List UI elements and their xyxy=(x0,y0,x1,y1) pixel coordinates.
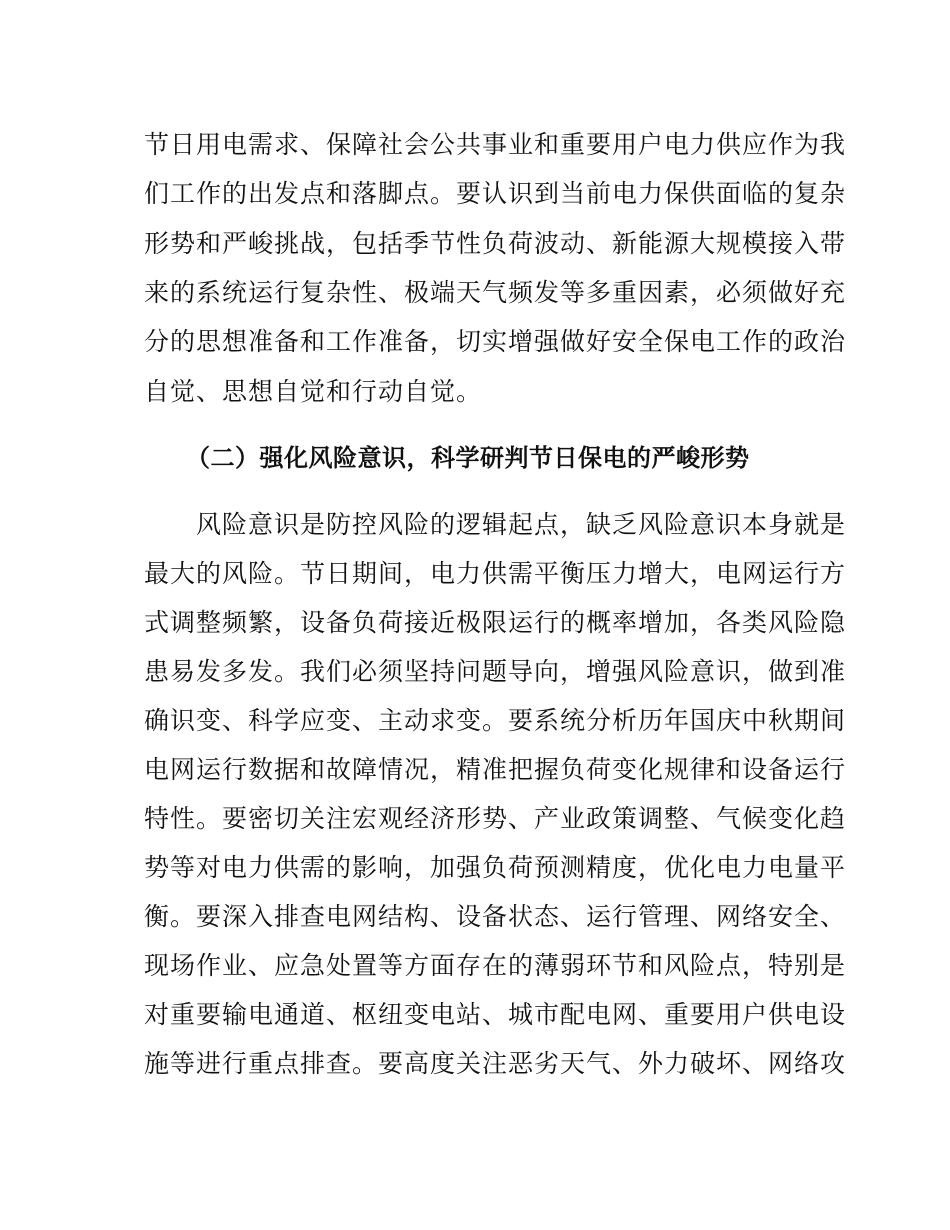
paragraph-2-line-3: 式调整频繁，设备负荷接近极限运行的概率增加，各类风险隐 xyxy=(144,608,847,637)
paragraph-2-line-9: 衡。要深入排查电网结构、设备状态、运行管理、网络安全、 xyxy=(144,902,847,931)
paragraph-2-line-4: 患易发多发。我们必须坚持问题导向，增强风险意识，做到准 xyxy=(144,657,847,686)
paragraph-2-line-11: 对重要输电通道、枢纽变电站、城市配电网、重要用户供电设 xyxy=(144,1000,847,1029)
paragraph-2-line-8: 势等对电力供需的影响，加强负荷预测精度，优化电力电量平 xyxy=(144,853,847,882)
paragraph-2-line-12: 施等进行重点排查。要高度关注恶劣天气、外力破坏、网络攻 xyxy=(144,1049,847,1078)
paragraph-1-line-5: 分的思想准备和工作准备，切实增强做好安全保电工作的政治 xyxy=(144,327,847,356)
paragraph-2-line-2: 最大的风险。节日期间，电力供需平衡压力增大，电网运行方 xyxy=(144,559,847,588)
paragraph-2-line-10: 现场作业、应急处置等方面存在的薄弱环节和风险点，特别是 xyxy=(144,951,847,980)
paragraph-2-line-6: 电网运行数据和故障情况，精准把握负荷变化规律和设备运行 xyxy=(144,755,847,784)
paragraph-1-line-2: 们工作的出发点和落脚点。要认识到当前电力保供面临的复杂 xyxy=(144,179,847,208)
paragraph-2-line-1: 风险意识是防控风险的逻辑起点，缺乏风险意识本身就是 xyxy=(144,510,847,539)
paragraph-1-line-1: 节日用电需求、保障社会公共事业和重要用户电力供应作为我 xyxy=(144,130,847,159)
paragraph-2-line-5: 确识变、科学应变、主动求变。要系统分析历年国庆中秋期间 xyxy=(144,706,847,735)
paragraph-1-line-3: 形势和严峻挑战，包括季节性负荷波动、新能源大规模接入带 xyxy=(144,229,847,258)
paragraph-1-line-6: 自觉、思想自觉和行动自觉。 xyxy=(144,377,483,406)
paragraph-2-line-7: 特性。要密切关注宏观经济形势、产业政策调整、气候变化趋 xyxy=(144,804,847,833)
section-heading: （二）强化风险意识，科学研判节日保电的严峻形势 xyxy=(186,444,750,472)
paragraph-1-line-4: 来的系统运行复杂性、极端天气频发等多重因素，必须做好充 xyxy=(144,278,847,307)
